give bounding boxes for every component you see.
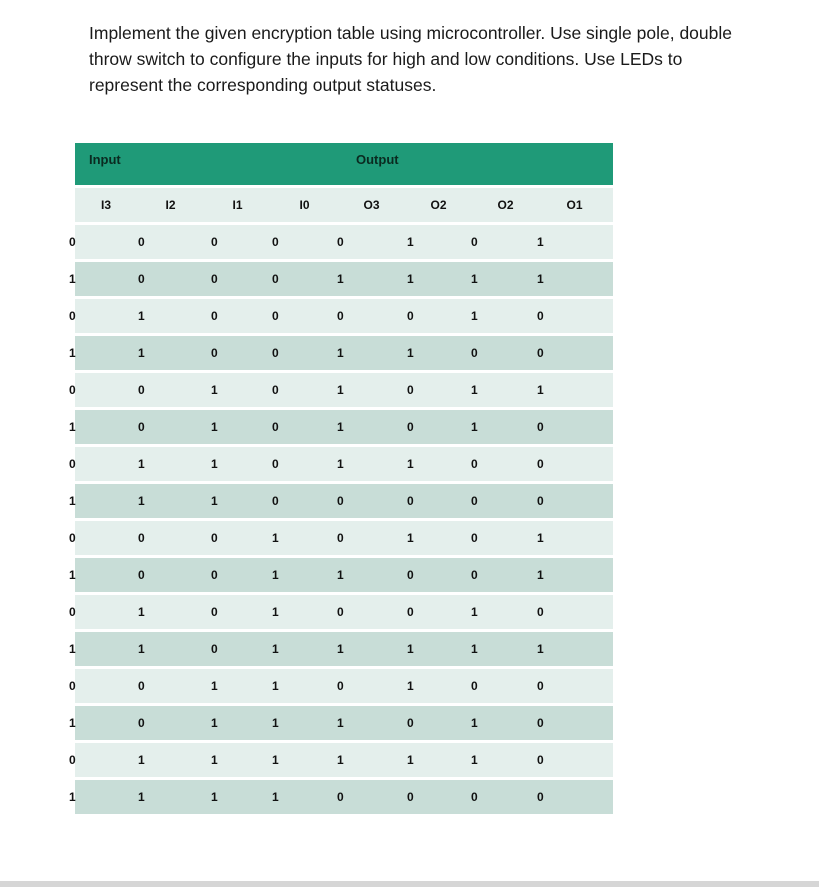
table-cell: 0 bbox=[138, 531, 145, 545]
table-cell: 1 bbox=[138, 309, 145, 323]
table-cell: 0 bbox=[138, 383, 145, 397]
table-cell: 1 bbox=[407, 679, 414, 693]
table-cell: 0 bbox=[337, 790, 344, 804]
table-cell: 1 bbox=[407, 642, 414, 656]
table-cell: 0 bbox=[272, 383, 279, 397]
table-cell: 0 bbox=[337, 679, 344, 693]
table-row bbox=[69, 333, 613, 370]
table-cell: 0 bbox=[272, 346, 279, 360]
column-header-o2: O2 bbox=[430, 198, 447, 212]
table-cell: 0 bbox=[272, 457, 279, 471]
table-cell: 1 bbox=[272, 716, 279, 730]
table-cell: 0 bbox=[407, 309, 414, 323]
table-cell: 1 bbox=[537, 642, 544, 656]
table-cell: 1 bbox=[471, 642, 478, 656]
table-row bbox=[69, 666, 613, 703]
table-cell: 0 bbox=[211, 605, 218, 619]
table-cell: 1 bbox=[211, 494, 218, 508]
table-cell: 0 bbox=[471, 790, 478, 804]
table-row bbox=[69, 777, 613, 814]
table-cell: 1 bbox=[537, 272, 544, 286]
table-cell: 1 bbox=[337, 457, 344, 471]
table-cell: 0 bbox=[407, 494, 414, 508]
table-cell: 1 bbox=[537, 531, 544, 545]
table-cell: 0 bbox=[211, 531, 218, 545]
table-cell: 0 bbox=[138, 568, 145, 582]
table-cell: 0 bbox=[69, 235, 76, 249]
table-cell: 1 bbox=[471, 272, 478, 286]
table-cell: 0 bbox=[537, 309, 544, 323]
table-cell: 0 bbox=[69, 457, 76, 471]
table-cell: 0 bbox=[272, 309, 279, 323]
table-cell: 0 bbox=[537, 790, 544, 804]
table-cell: 0 bbox=[537, 753, 544, 767]
table-cell: 1 bbox=[272, 790, 279, 804]
table-row bbox=[69, 703, 613, 740]
table-cell: 0 bbox=[211, 568, 218, 582]
table-cell: 0 bbox=[211, 272, 218, 286]
table-cell: 1 bbox=[211, 457, 218, 471]
output-group-label: Output bbox=[356, 152, 399, 167]
table-cell: 0 bbox=[407, 790, 414, 804]
table-row bbox=[69, 740, 613, 777]
page-bottom-divider bbox=[0, 881, 819, 887]
table-cell: 0 bbox=[407, 605, 414, 619]
table-cell: 0 bbox=[138, 716, 145, 730]
table-cell: 1 bbox=[69, 346, 76, 360]
table-cell: 0 bbox=[337, 494, 344, 508]
table-cell: 1 bbox=[471, 753, 478, 767]
table-cell: 0 bbox=[471, 568, 478, 582]
table-cell: 0 bbox=[337, 605, 344, 619]
table-cell: 0 bbox=[211, 346, 218, 360]
table-row bbox=[69, 259, 613, 296]
table-cell: 1 bbox=[138, 790, 145, 804]
table-cell: 1 bbox=[69, 790, 76, 804]
table-cell: 1 bbox=[337, 716, 344, 730]
table-group-header bbox=[75, 143, 613, 185]
table-cell: 0 bbox=[138, 679, 145, 693]
table-cell: 1 bbox=[211, 383, 218, 397]
table-cell: 1 bbox=[211, 420, 218, 434]
table-cell: 0 bbox=[407, 420, 414, 434]
table-cell: 1 bbox=[337, 383, 344, 397]
table-cell: 0 bbox=[138, 420, 145, 434]
table-row bbox=[69, 592, 613, 629]
table-cell: 0 bbox=[471, 457, 478, 471]
encryption-table bbox=[69, 143, 613, 814]
table-row bbox=[69, 444, 613, 481]
table-cell: 1 bbox=[407, 272, 414, 286]
table-cell: 1 bbox=[471, 309, 478, 323]
table-cell: 0 bbox=[471, 494, 478, 508]
table-cell: 1 bbox=[272, 642, 279, 656]
table-cell: 1 bbox=[407, 531, 414, 545]
table-body bbox=[69, 222, 613, 814]
table-cell: 1 bbox=[272, 568, 279, 582]
table-cell: 1 bbox=[69, 272, 76, 286]
table-row bbox=[69, 555, 613, 592]
table-cell: 0 bbox=[537, 605, 544, 619]
table-cell: 0 bbox=[537, 420, 544, 434]
table-cell: 0 bbox=[211, 309, 218, 323]
table-cell: 1 bbox=[337, 272, 344, 286]
table-cell: 1 bbox=[138, 642, 145, 656]
table-cell: 1 bbox=[407, 235, 414, 249]
table-cell: 1 bbox=[407, 753, 414, 767]
table-cell: 0 bbox=[537, 494, 544, 508]
table-cell: 0 bbox=[407, 716, 414, 730]
table-cell: 1 bbox=[211, 716, 218, 730]
table-cell: 1 bbox=[138, 753, 145, 767]
table-row bbox=[69, 407, 613, 444]
table-cell: 0 bbox=[138, 272, 145, 286]
table-cell: 0 bbox=[138, 235, 145, 249]
table-cell: 1 bbox=[471, 605, 478, 619]
table-cell: 0 bbox=[69, 679, 76, 693]
column-header-i1: I1 bbox=[232, 198, 243, 212]
table-cell: 0 bbox=[337, 531, 344, 545]
table-cell: 1 bbox=[138, 494, 145, 508]
table-cell: 1 bbox=[337, 568, 344, 582]
table-row bbox=[69, 518, 613, 555]
table-row bbox=[69, 370, 613, 407]
table-cell: 1 bbox=[69, 642, 76, 656]
table-cell: 0 bbox=[537, 346, 544, 360]
table-cell: 1 bbox=[471, 420, 478, 434]
table-cell: 1 bbox=[407, 346, 414, 360]
table-cell: 1 bbox=[272, 679, 279, 693]
column-header-o1: O1 bbox=[566, 198, 583, 212]
column-header-i0: I0 bbox=[299, 198, 310, 212]
column-header-o3: O3 bbox=[363, 198, 380, 212]
table-cell: 1 bbox=[211, 790, 218, 804]
table-row bbox=[69, 296, 613, 333]
table-cell: 1 bbox=[138, 457, 145, 471]
table-cell: 0 bbox=[337, 309, 344, 323]
table-cell: 1 bbox=[69, 494, 76, 508]
table-cell: 0 bbox=[69, 383, 76, 397]
table-cell: 0 bbox=[272, 235, 279, 249]
table-cell: 1 bbox=[69, 716, 76, 730]
column-header-i3: I3 bbox=[100, 198, 111, 212]
table-cell: 1 bbox=[272, 605, 279, 619]
table-cell: 1 bbox=[138, 605, 145, 619]
table-cell: 1 bbox=[537, 568, 544, 582]
table-cell: 1 bbox=[337, 642, 344, 656]
column-header-o2-second: O2 bbox=[497, 198, 514, 212]
table-cell: 0 bbox=[537, 716, 544, 730]
table-cell: 1 bbox=[337, 346, 344, 360]
table-cell: 0 bbox=[211, 235, 218, 249]
table-cell: 1 bbox=[138, 346, 145, 360]
table-cell: 0 bbox=[471, 346, 478, 360]
table-cell: 0 bbox=[272, 420, 279, 434]
column-header-i2: I2 bbox=[165, 198, 176, 212]
table-cell: 0 bbox=[407, 383, 414, 397]
table-cell: 0 bbox=[272, 272, 279, 286]
table-cell: 0 bbox=[69, 753, 76, 767]
table-cell: 0 bbox=[471, 235, 478, 249]
table-cell: 0 bbox=[69, 531, 76, 545]
table-cell: 1 bbox=[69, 420, 76, 434]
table-cell: 1 bbox=[471, 383, 478, 397]
table-row bbox=[69, 222, 613, 259]
table-cell: 0 bbox=[272, 494, 279, 508]
input-group-label: Input bbox=[89, 152, 121, 167]
table-cell: 1 bbox=[211, 679, 218, 693]
table-cell: 1 bbox=[537, 383, 544, 397]
table-cell: 1 bbox=[407, 457, 414, 471]
table-cell: 1 bbox=[211, 753, 218, 767]
table-cell: 0 bbox=[471, 679, 478, 693]
problem-statement: Implement the given encryption table using microcontroller. Use single pole, double throw switch to configure the inputs for high and low conditions. Use LEDs to represent the corresponding output statuses. bbox=[89, 23, 732, 95]
table-cell: 1 bbox=[272, 753, 279, 767]
table-cell: 0 bbox=[337, 235, 344, 249]
table-cell: 0 bbox=[537, 457, 544, 471]
table-cell: 0 bbox=[537, 679, 544, 693]
table-cell: 1 bbox=[272, 531, 279, 545]
table-cell: 1 bbox=[537, 235, 544, 249]
table-cell: 0 bbox=[69, 605, 76, 619]
table-cell: 1 bbox=[471, 716, 478, 730]
table-cell: 0 bbox=[471, 531, 478, 545]
column-header-row bbox=[75, 185, 613, 222]
table-cell: 1 bbox=[337, 420, 344, 434]
table-cell: 0 bbox=[69, 309, 76, 323]
table-row bbox=[69, 629, 613, 666]
table-cell: 1 bbox=[337, 753, 344, 767]
table-cell: 0 bbox=[407, 568, 414, 582]
table-cell: 1 bbox=[69, 568, 76, 582]
table-row bbox=[69, 481, 613, 518]
table-cell: 0 bbox=[211, 642, 218, 656]
